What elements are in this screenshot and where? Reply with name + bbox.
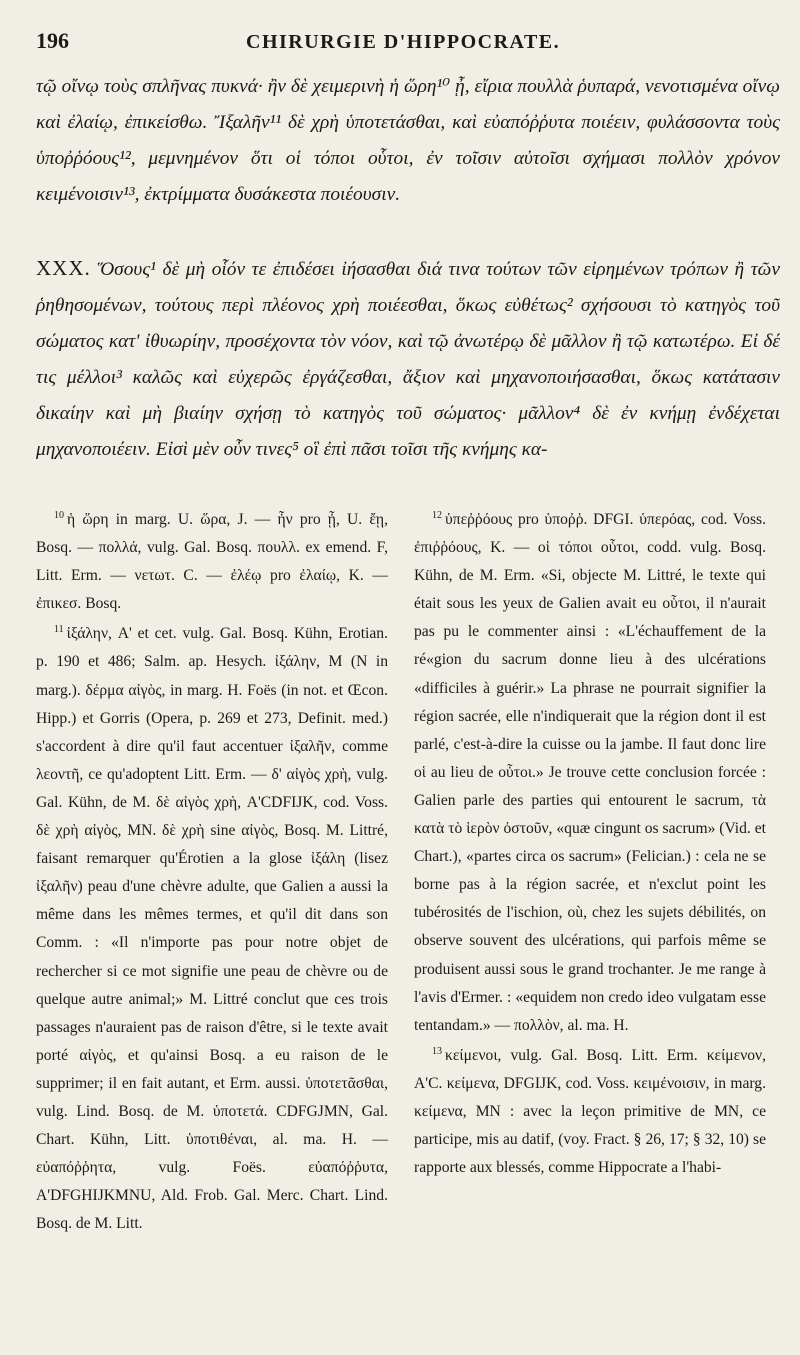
chapter-number: XXX. — [36, 256, 91, 280]
footnote-number: 13 — [432, 1045, 442, 1057]
running-head — [36, 28, 780, 63]
footnotes-left-column — [36, 506, 388, 1238]
footnote-text: ἰξάλην, A' et cet. vulg. Gal. Bosq. Kühn, Erotian. p. 190 et 486; Salm. ap. Hesych. ἰξάλην, M (N in marg.). δέρμα αἰγὸς, in marg. H. Foës (in not. et Œcon. Hipp.) et Gorris (Opera, p. 269 et 273, Definit. med.) s'accordent à dire qu'il faut accentuer ἰξαλῆν, comme λεοντῆ, ce qu'adoptent Litt. Erm. — δ' αἰγὸς χρὴ, vulg. Gal. Kühn, de M. δὲ αἰγὸς χρὴ, A'CDFIJK, cod. Voss. δὲ χρὴ αἰγὸς, MN. δὲ χρὴ sine αἰγὸς, Bosq. M. Littré, faisant remarquer qu'Érotien a la glose ἰξάλη (lisez ἰξαλῆν) peau d'une chèvre adulte, que Galien a aussi la même dans les mêmes termes, et qu'il dit dans son Comm. : «Il n'importe pas pour notre objet de rechercher si ce mot signifie une peau de chèvre ou de quelque autre animal;» M. Littré conclut que ces trois passages n'auraient pas de raison d'être, si le texte avait porté αἰγὸς, et qu'ainsi Bosq. a eu raison de le supprimer; il en fait autant, et Erm. aussi. ὑποτετᾶσθαι, vulg. Lind. Bosq. de M. ὑποτετά. CDFGJMN, Gal. Chart. Kühn, Litt. ὑποτιθέναι, al. ma. H. — εὐαπόῤῥητα, vulg. Foës. εὐαπόῤῥυτα, A'DFGHIJKMNU, Ald. Frob. Gal. Merc. Chart. Lind. Bosq. de M. Litt. — [36, 625, 388, 1233]
page-number: 196 — [36, 28, 69, 53]
running-title: CHIRURGIE D'HIPPOCRATE. — [246, 31, 561, 53]
footnote-number: 11 — [54, 624, 64, 636]
chapter-paragraph — [36, 250, 780, 468]
footnote-text: κείμενοι, vulg. Gal. Bosq. Litt. Erm. κείμενον, A'C. κείμενα, DFGIJK, cod. Voss. κειμένοισιν, in marg. κείμενα, MN : avec la leçon primitive de MN, ce participe, mis au datif, (voy. Fract. § 26, 17; § 32, 10) se rapporte aux blessés, comme Hippocrate a l'habi- — [414, 1046, 766, 1177]
main-paragraph: τῷ οἴνῳ τοὺς σπλῆνας πυκνά· ἢν δὲ χειμερινὴ ἡ ὥρη¹⁰ ᾖ, εἴρια πουλλὰ ῥυπαρά, νενοτισμένα οἴνῳ καὶ ἐλαίῳ, ἐπικείσθω. Ἴξαλῆν¹¹ δὲ χρὴ ὑποτετάσθαι, καὶ εὐαπόῤῥυτα ποιέειν, φυλάσσοντα τοὺς ὑποῤῥόους¹², μεμνημένον ὅτι οἱ τόποι οὗτοι, ἐν τοῖσιν αὐτοῖσι σχήμασι πολλὸν χρόνον κειμένοισιν¹³, ἐκτρίμματα δυσάκεστα ποιέουσιν. — [36, 76, 780, 205]
footnote-text: ἡ ὥρη in marg. U. ὥρα, J. — ἦν pro ᾖ, U. ἔῃ, Bosq. — πολλά, vulg. Gal. Bosq. πουλλ. ex emend. F, Litt. Erm. — νετωτ. C. — ἐλέῳ pro ἐλαίῳ, K. — ἐπικεσ. Bosq. — [36, 511, 388, 613]
footnote — [36, 620, 388, 1238]
chapter-text: Ὅσους¹ δὲ μὴ οἷόν τε ἐπιδέσει ἰήσασθαι διά τινα τούτων τῶν εἰρημένων τρόπων ἢ τῶν ῥηθησομένων, τούτους περὶ πλέονος χρὴ ποιέεσθαι, ὅκως εὐθέτως² σχήσουσι τὸ κατηγὸς τοῦ σώματος κατ' ἰθυωρίην, προσέχοντα τὸν νόον, καὶ τῷ ἀνωτέρῳ δὲ μᾶλλον ἢ τῷ κατωτέρω. Εἰ δέ τις μέλλοι³ καλῶς καὶ εὐχερῶς ἐργάζεσθαι, ἄξιον καὶ μηχανοποιήσασθαι, ὅκως κατάτασιν δικαίην καὶ μὴ βιαίην σχήσῃ τὸ κατηγὸς τοῦ σώματος· μᾶλλον⁴ δὲ ἐν κνήμῃ ἐνδέχεται μηχανοποιέειν. Εἰσὶ μὲν οὖν τινες⁵ οἳ ἐπὶ πᾶσι τοῖσι τῆς κνήμης κα- — [36, 259, 780, 460]
main-text — [36, 69, 780, 468]
footnote-number: 10 — [54, 509, 64, 521]
footnote-number: 12 — [432, 509, 442, 521]
footnotes — [36, 506, 780, 1238]
footnotes-right-column — [414, 506, 766, 1238]
footnote — [414, 1042, 766, 1182]
footnote-text: ὑπεῤῥόους pro ὑποῤῥ. DFGI. ὑπερόας, cod. Voss. ἐπιῤῥόους, K. — οἱ τόποι οὗτοι, codd. vulg. Bosq. Kühn, de M. Erm. «Si, objecte M. Littré, le texte qui était sous les yeux de Galien avait eu οὗτοι, il n'aurait pas pu le commenter ainsi : «L'échauffement de la ré«gion du sacrum donne lieu à des ulcérations «difficiles à guérir.» La phrase ne pourrait signifier la région sacrée, elle n'indiquerait que la région dont il est parlé, c'est-à-dire la cuisse ou la jambe. Il faut donc lire οἱ au lieu de οὗτοι.» Je trouve cette conclusion forcée : Galien parle des parties qui entourent le sacrum, τὰ κατὰ τὸ ἱερὸν ὀστοῦν, «quæ cingunt os sacrum» (Vid. et Chart.), «partes circa os sacrum» (Felician.) : cela ne se borne pas à la région sacrée, et n'exclut point les tubérosités de l'ischion, où, chez les sujets débilités, on observe souvent des ulcérations, qui parfois même se produisent aussi sous le grand trochanter. Je me range à l'avis d'Ermer. : «equidem non credo ideo vulgatam esse tentandam.» — πολλὸν, al. ma. H. — [414, 511, 766, 1034]
footnote — [414, 506, 766, 1040]
footnote — [36, 506, 388, 618]
